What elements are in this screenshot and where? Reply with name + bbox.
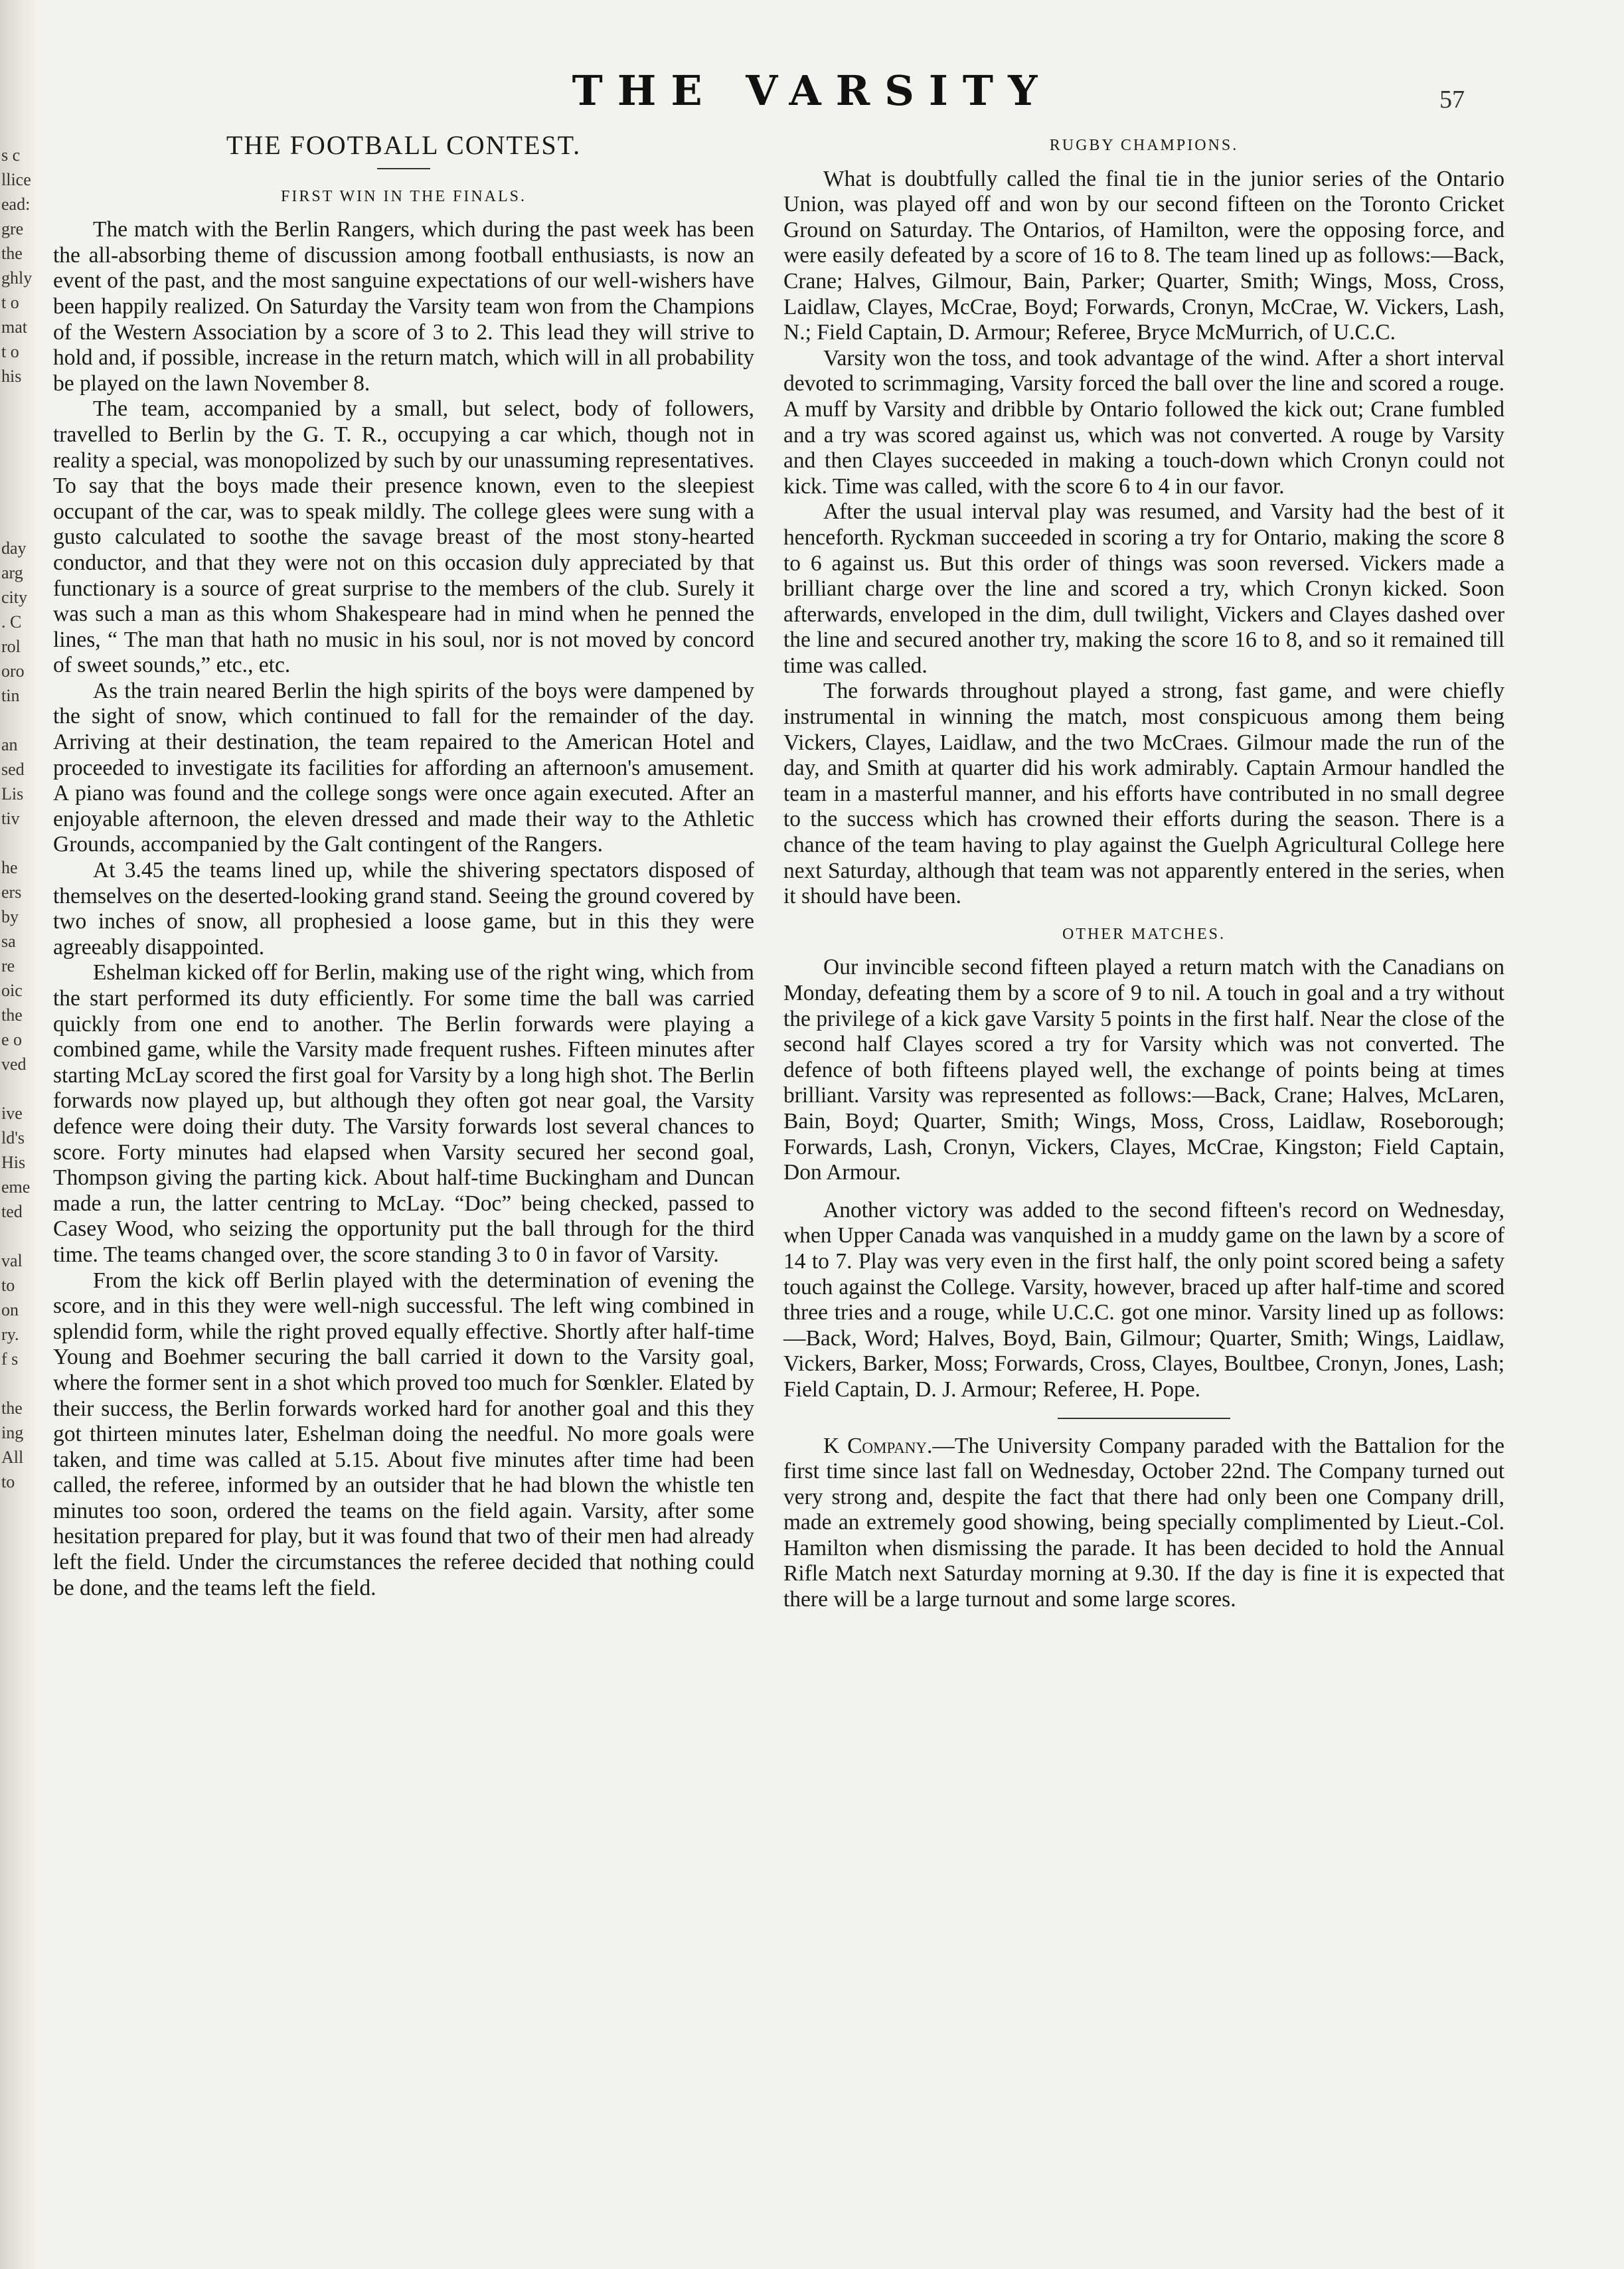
edge-fragment: oic	[1, 981, 23, 1000]
edge-fragment	[1, 462, 41, 487]
edge-fragment: the	[1, 1398, 23, 1418]
left-column	[53, 130, 754, 1601]
edge-fragment: Lis	[1, 784, 24, 803]
edge-fragment: to	[1, 1472, 15, 1491]
article-subhead: FIRST WIN IN THE FINALS.	[280, 187, 527, 205]
page-number: 57	[1439, 86, 1465, 114]
edge-fragment: ead:	[1, 195, 31, 214]
edge-fragment	[1, 438, 41, 462]
edge-fragment	[1, 831, 41, 855]
masthead: THE VARSITY	[572, 66, 1052, 115]
edge-fragment	[1, 708, 41, 732]
paragraph: After the usual interval play was resumed, and Varsity had the best of it henceforth. Ryckman succeeded in scoring a try for Ontario, making the score 8 to 6 against us. But this order of things was soon reversed. Vickers made a brilliant charge over the line and scored a try, which Cronyn kicked. Soon afterwards, enveloped in the dim, dull twilight, Vickers and Clayes dashed over the line and secured another try, making the score 16 to 8, and so it remained till time was called.	[783, 499, 1504, 678]
edge-fragment	[1, 1076, 41, 1101]
edge-fragment: t o	[1, 293, 19, 312]
edge-fragment: s c	[1, 145, 21, 165]
edge-fragment: ry.	[1, 1325, 19, 1344]
adjacent-page-text-fragments	[1, 143, 41, 1494]
edge-fragment: ld's	[1, 1128, 25, 1147]
edge-fragment: gre	[1, 219, 24, 238]
paragraph: At 3.45 the teams lined up, while the shivering spectators disposed of themselves on the deserted-looking grand stand. Seeing the ground covered by two inches of snow, all prophesied a loose game, but in this they were agreeably disappointed.	[53, 858, 754, 960]
paragraph: From the kick off Berlin played with the determination of evening the score, and in this they were well-nigh successful. The left wing combined in splendid form, while the right proved equally effective. Shortly after half-time Young and Boehmer securing the ball carried it down to the Varsity goal, where the former sent in a shot which proved too much for Sœnkler. Elated by their success, the Berlin forwards worked hard for another goal and this they got thirteen minutes later, Eshelman doing the needful. No more goals were taken, and time was called at 5.15. About five minutes after time had been called, the referee, informed by an outsider that he had blown the whistle ten minutes too soon, ordered the teams on the field again. Varsity, after some hesitation prepared for play, but it was found that two of their men had already left the field. Under the circumstances the referee decided that nothing could be done, and the teams left the field.	[53, 1268, 754, 1600]
edge-fragment: oro	[1, 661, 25, 681]
edge-fragment: to	[1, 1276, 15, 1295]
edge-fragment: . C	[1, 612, 22, 631]
edge-fragment: tiv	[1, 809, 20, 828]
paragraph: Varsity won the toss, and took advantage of the wind. After a short interval devoted to scrimmaging, Varsity forced the ball over the line and scored a rouge. A muff by Varsity and dribble by Ontario followed the kick out; Crane fumbled and a try was scored against us, which was not converted. A rouge by Varsity and then Clayes succeeded in making a touch-down which Cronyn could not kick. Time was called, with the score 6 to 4 in our favor.	[783, 345, 1504, 499]
edge-fragment: ghly	[1, 268, 33, 288]
edge-fragment: day	[1, 539, 27, 558]
edge-fragment: tin	[1, 686, 20, 705]
article-headline: THE FOOTBALL CONTEST.	[226, 130, 582, 160]
edge-fragment: ive	[1, 1104, 23, 1123]
right-column	[783, 133, 1504, 1613]
edge-fragment: val	[1, 1251, 23, 1270]
edge-fragment: All	[1, 1448, 24, 1467]
edge-fragment: he	[1, 858, 18, 877]
edge-fragment: ing	[1, 1423, 24, 1442]
paragraph: As the train neared Berlin the high spirits of the boys were dampened by the sight of snow, which continued to fall for the remainder of the day. Arriving at their destination, the team repaired to the American Hotel and proceeded to investigate its facilities for affording an afternoon's amusement. A piano was found and the college songs were once again executed. After an enjoyable afternoon, the eleven dressed and made their way to the Athletic Grounds, accompanied by the Galt contingent of the Rangers.	[53, 678, 754, 857]
edge-fragment: an	[1, 735, 18, 754]
edge-fragment: city	[1, 588, 27, 607]
edge-fragment: ved	[1, 1054, 27, 1074]
edge-fragment: mat	[1, 317, 27, 337]
edge-fragment: by	[1, 907, 19, 926]
spacer	[783, 1186, 1504, 1198]
edge-fragment: His	[1, 1153, 26, 1172]
edge-fragment: re	[1, 956, 15, 975]
paragraph: Eshelman kicked off for Berlin, making use of the right wing, which from the start performed its duty efficiently. For some time the ball was carried quickly from one end to another. The Berlin forwards were playing a combined game, while the Varsity made frequent rushes. Fifteen minutes after starting McLay scored the first goal for Varsity by a long high shot. The Berlin forwards now played up, but although they often got near goal, the Varsity defence were doing their duty. The Varsity forwards lost several chances to score. Forty minutes had elapsed when Varsity secured her second goal, Thompson giving the parting kick. About half-time Buckingham and Duncan made a run, the latter centring to McLay. “Doc” being checked, passed to Casey Wood, who seizing the opportunity put the ball through for the third time. The teams changed over, the score standing 3 to 0 in favor of Varsity.	[53, 960, 754, 1267]
edge-fragment: sa	[1, 932, 16, 951]
edge-fragment	[1, 511, 41, 536]
edge-fragment: llice	[1, 170, 31, 189]
edge-fragment	[1, 487, 41, 511]
edge-fragment: e o	[1, 1030, 23, 1049]
paragraph: The match with the Berlin Rangers, which during the past week has been the all-absorbing theme of discussion among football enthusiasts, is now an event of the past, and the most sanguine expectations of our well-wishers have been happily realized. On Saturday the Varsity team won from the Champions of the Western Association by a score of 3 to 2. This lead they will strive to hold and, if possible, increase in the return match, which will in all probability be played on the lawn November 8.	[53, 217, 754, 396]
edge-fragment: ers	[1, 882, 22, 902]
edge-fragment	[1, 1371, 41, 1396]
paragraph: Another victory was added to the second fifteen's record on Wednesday, when Upper Canada was vanquished in a muddy game on the lawn by a score of 14 to 7. Play was very even in the first half, the only point scored being a safety touch against the College. Varsity, however, braced up after half-time and scored three tries and a rouge, while U.C.C. got one minor. Varsity lined up as follows:—Back, Word; Halves, Boyd, Bain, Gilmour; Quarter, Smith; Wings, Laidlaw, Vickers, Barker, Moss; Forwards, Cross, Clayes, Boultbee, Cronyn, Jones, Lash; Field Captain, D. J. Armour; Referee, H. Pope.	[783, 1197, 1504, 1402]
edge-fragment	[1, 388, 41, 413]
edge-fragment: ted	[1, 1202, 23, 1221]
paragraph: The team, accompanied by a small, but select, body of followers, travelled to Berlin by the G. T. R., occupying a car which, though not in reality a special, was monopolized by such by our unassuming representatives. To say that the boys made their presence known, even to the sleepiest occupant of the car, was to speak mildly. The college glees were sung with a gusto calculated to soothe the savage breast of the most stony-hearted conductor, and that they were not on this occasion duly appreciated by that functionary is a source of great surprise to the members of the club. Surely it was such a man as this whom Shakespeare had in mind when he penned the lines, “ The man that hath no music in his soul, nor is not moved by concord of sweet sounds,” etc., etc.	[53, 396, 754, 678]
k-company-lead: K Company.	[823, 1433, 933, 1458]
k-company-text: —The University Company paraded with the Battalion for the first time since last fall on Wednesday, October 22nd. The Company turned out very strong and, despite the fact that there had only been one Company drill, made an extremely good showing, being specially complimented by Lieut.-Col. Hamilton when dismissing the parade. It has been decided to hold the Annual Rifle Match next Saturday morning at 9.30. If the day is fine it is expected that there will be a large turnout and some large scores.	[783, 1433, 1505, 1612]
section-heading-other-matches: OTHER MATCHES.	[1062, 925, 1226, 943]
edge-fragment: eme	[1, 1177, 31, 1197]
paragraph: What is doubtfully called the final tie in the junior series of the Ontario Union, was played off and won by our second fifteen on the Toronto Cricket Ground on Saturday. The Ontarios, of Hamilton, were the opposing force, and were easily defeated by a score of 16 to 8. The team lined up as follows:—Back, Crane; Halves, Gilmour, Bain, Parker; Quarter, Smith; Wings, Moss, Cross, Laidlaw, Clayes, McCrae, Boyd; Forwards, Cronyn, McCrae, W. Vickers, Lash, N.; Field Captain, D. Armour; Referee, Bryce McMurrich, of U.C.C.	[783, 166, 1504, 345]
edge-fragment	[1, 1224, 41, 1248]
edge-fragment: rol	[1, 637, 21, 656]
edge-fragment: sed	[1, 760, 25, 779]
paragraph: The forwards throughout played a strong, fast game, and were chiefly instrumental in winning the match, most conspicuous among them being Vickers, Clayes, Laidlaw, and the two McCraes. Gilmour made the run of the day, and Smith at quarter did his work admirably. Captain Armour handled the team in a masterful manner, and his efforts have contributed in no small degree to the success which has crowned their efforts during the season. There is a chance of the team having to play against the Guelph Agricultural College here next Saturday, although that team was not apparently entered in the series, when it should have been.	[783, 679, 1504, 909]
edge-fragment	[1, 413, 41, 438]
edge-fragment: f s	[1, 1349, 19, 1369]
edge-fragment: on	[1, 1300, 19, 1319]
paragraph: Our invincible second fifteen played a return match with the Canadians on Monday, defeating them by a score of 9 to nil. A touch in goal and a try without the privilege of a kick gave Varsity 5 points in the first half. Near the close of the second half Clayes scored a try for Varsity which was not converted. The defence of both fifteens played well, the exchange of points being at times brilliant. Varsity was represented as follows:—Back, Crane; Halves, McLaren, Bain, Boyd; Quarter, Smith; Wings, Moss, Cross, Laidlaw, Roseborough; Forwards, Lash, Cronyn, Vickers, Clayes, McCrae, Kingston; Field Captain, Don Armour.	[783, 955, 1504, 1185]
edge-fragment: arg	[1, 563, 23, 582]
edge-fragment: t o	[1, 342, 19, 361]
edge-fragment: the	[1, 1005, 23, 1025]
k-company-paragraph	[783, 1434, 1504, 1613]
edge-fragment: the	[1, 244, 23, 263]
section-heading-rugby: RUGBY CHAMPIONS.	[1049, 137, 1239, 154]
spacer	[783, 910, 1504, 922]
article-body	[53, 217, 754, 1601]
headline-rule	[377, 168, 430, 169]
section-rule	[1058, 1418, 1230, 1419]
edge-fragment: his	[1, 367, 22, 386]
